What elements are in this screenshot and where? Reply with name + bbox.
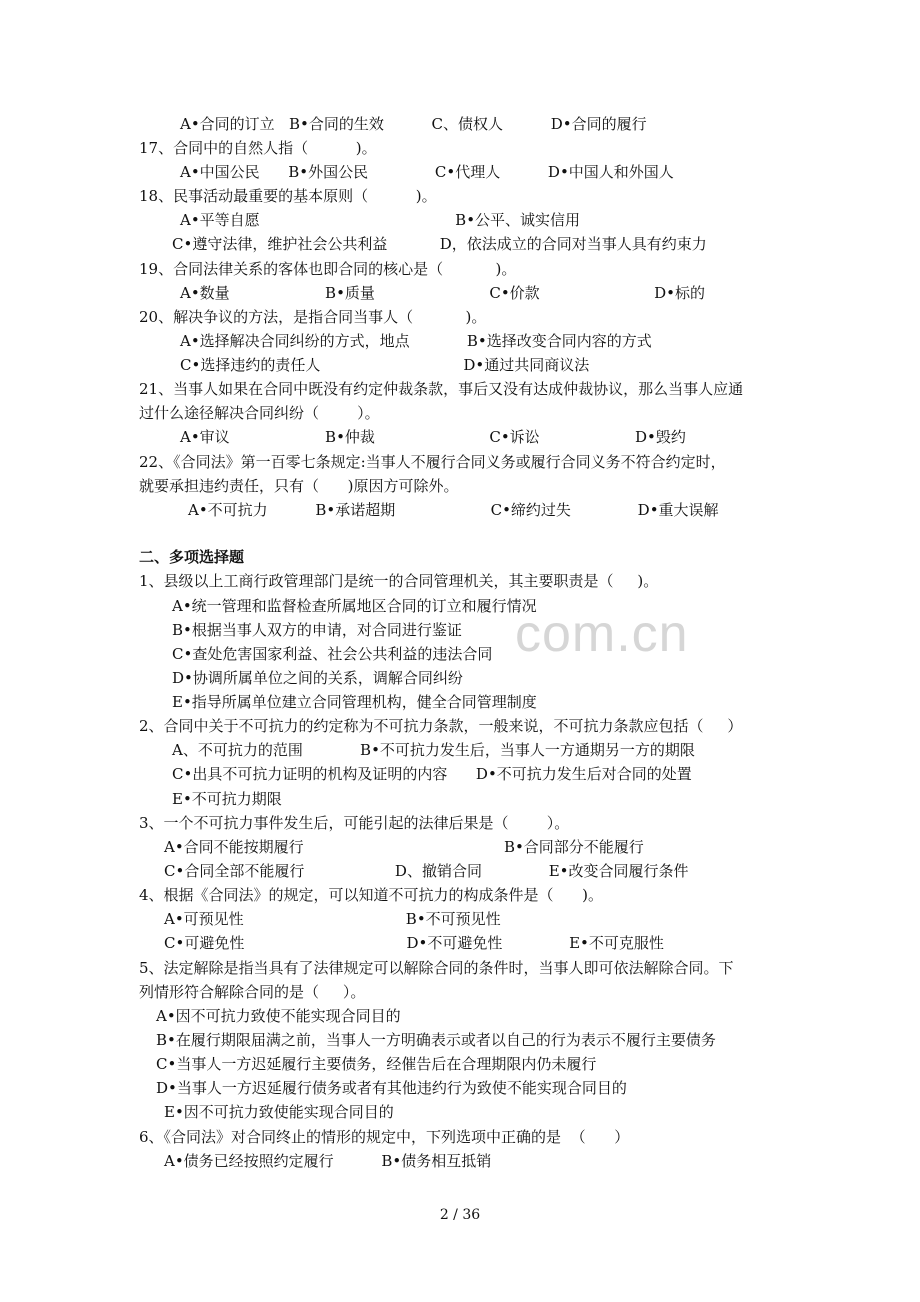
text-line: A•因不可抗力致使不能实现合同目的	[156, 1007, 401, 1025]
text-line: A•审议 B•仲裁 C•诉讼 D•毁约	[180, 428, 686, 446]
text-line: C•合同全部不能履行 D、撤销合同 E•改变合同履行条件	[164, 862, 689, 880]
section-heading: 二、多项选择题	[139, 548, 245, 566]
text-line: B•在履行期限届满之前，当事人一方明确表示或者以自己的行为表示不履行主要债务	[156, 1031, 716, 1049]
watermark: com.cn	[515, 605, 689, 663]
text-line: C•可避免性 D•不可避免性 E•不可克服性	[164, 934, 664, 952]
text-line: A、不可抗力的范围 B•不可抗力发生后，当事人一方通期另一方的期限	[172, 741, 695, 759]
text-line: 3、一个不可抗力事件发生后，可能引起的法律后果是（ ）。	[139, 814, 570, 832]
text-line: C•当事人一方迟延履行主要债务，经催告后在合理期限内仍未履行	[156, 1055, 597, 1073]
text-line: A•平等自愿 B•公平、诚实信用	[180, 211, 581, 229]
text-line: 4、根据《合同法》的规定，可以知道不可抗力的构成条件是（ )。	[139, 886, 604, 904]
text-line: 过什么途径解决合同纠纷（ ）。	[139, 404, 380, 422]
text-line: A•合同不能按期履行 B•合同部分不能履行	[164, 838, 644, 856]
text-line: 就要承担违约责任，只有（ )原因方可除外。	[139, 477, 459, 495]
text-line: B•根据当事人双方的申请，对合同进行鉴证	[172, 621, 462, 639]
text-line: E•因不可抗力致使能实现合同目的	[164, 1103, 394, 1121]
text-line: A•可预见性 B•不可预见性	[164, 910, 501, 928]
text-line: A•数量 B•质量 C•价款 D•标的	[180, 284, 705, 302]
text-line: 17、合同中的自然人指（ )。	[139, 139, 377, 157]
text-line: C•遵守法律，维护社会公共利益 D，依法成立的合同对当事人具有约束力	[172, 235, 707, 253]
text-line: A•不可抗力 B•承诺超期 C•缔约过失 D•重大误解	[188, 501, 719, 519]
text-line: 22、《合同法》第一百零七条规定:当事人不履行合同义务或履行合同义务不符合约定时，	[139, 453, 726, 471]
text-line: 20、解决争议的方法，是指合同当事人（ )。	[139, 308, 487, 326]
text-line: 19、合同法律关系的客体也即合同的核心是（ )。	[139, 260, 517, 278]
text-line: 2、合同中关于不可抗力的约定称为不可抗力条款，一般来说，不可抗力条款应包括（ ）	[139, 717, 743, 735]
text-line: D•协调所属单位之间的关系，调解合同纠纷	[172, 669, 463, 687]
text-line: A•合同的订立 B•合同的生效 C、债权人 D•合同的履行	[180, 115, 647, 133]
text-line: 21、当事人如果在合同中既没有约定仲裁条款，事后又没有达成仲裁协议，那么当事人应通	[139, 380, 744, 398]
text-line: 1、县级以上工商行政管理部门是统一的合同管理机关，其主要职责是（ )。	[139, 572, 659, 590]
text-line: 列情形符合解除合同的是（ ）。	[139, 983, 366, 1001]
text-line: E•不可抗力期限	[172, 790, 282, 808]
text-line: C•选择违约的责任人 D•通过共同商议法	[180, 356, 590, 374]
text-line: 18、民事活动最重要的基本原则（ )。	[139, 187, 437, 205]
text-line: A•选择解决合同纠纷的方式，地点 B•选择改变合同内容的方式	[180, 332, 652, 350]
text-line: A•中国公民 B•外国公民 C•代理人 D•中国人和外国人	[180, 163, 674, 181]
text-line: 6、《合同法》对合同终止的情形的规定中，下列选项中正确的是 （ ）	[139, 1128, 630, 1146]
page-number: 2 / 36	[439, 1207, 481, 1223]
text-line: A•债务已经按照约定履行 B•债务相互抵销	[164, 1152, 492, 1170]
text-line: C•出具不可抗力证明的机构及证明的内容 D•不可抗力发生后对合同的处置	[172, 765, 692, 783]
text-line: A•统一管理和监督检查所属地区合同的订立和履行情况	[172, 597, 537, 615]
text-line: 5、法定解除是指当具有了法律规定可以解除合同的条件时，当事人即可依法解除合同。下	[139, 959, 734, 977]
text-line: E•指导所属单位建立合同管理机构，健全合同管理制度	[172, 693, 537, 711]
text-line: C•查处危害国家利益、社会公共利益的违法合同	[172, 645, 493, 663]
text-line: D•当事人一方迟延履行债务或者有其他违约行为致使不能实现合同目的	[156, 1079, 627, 1097]
